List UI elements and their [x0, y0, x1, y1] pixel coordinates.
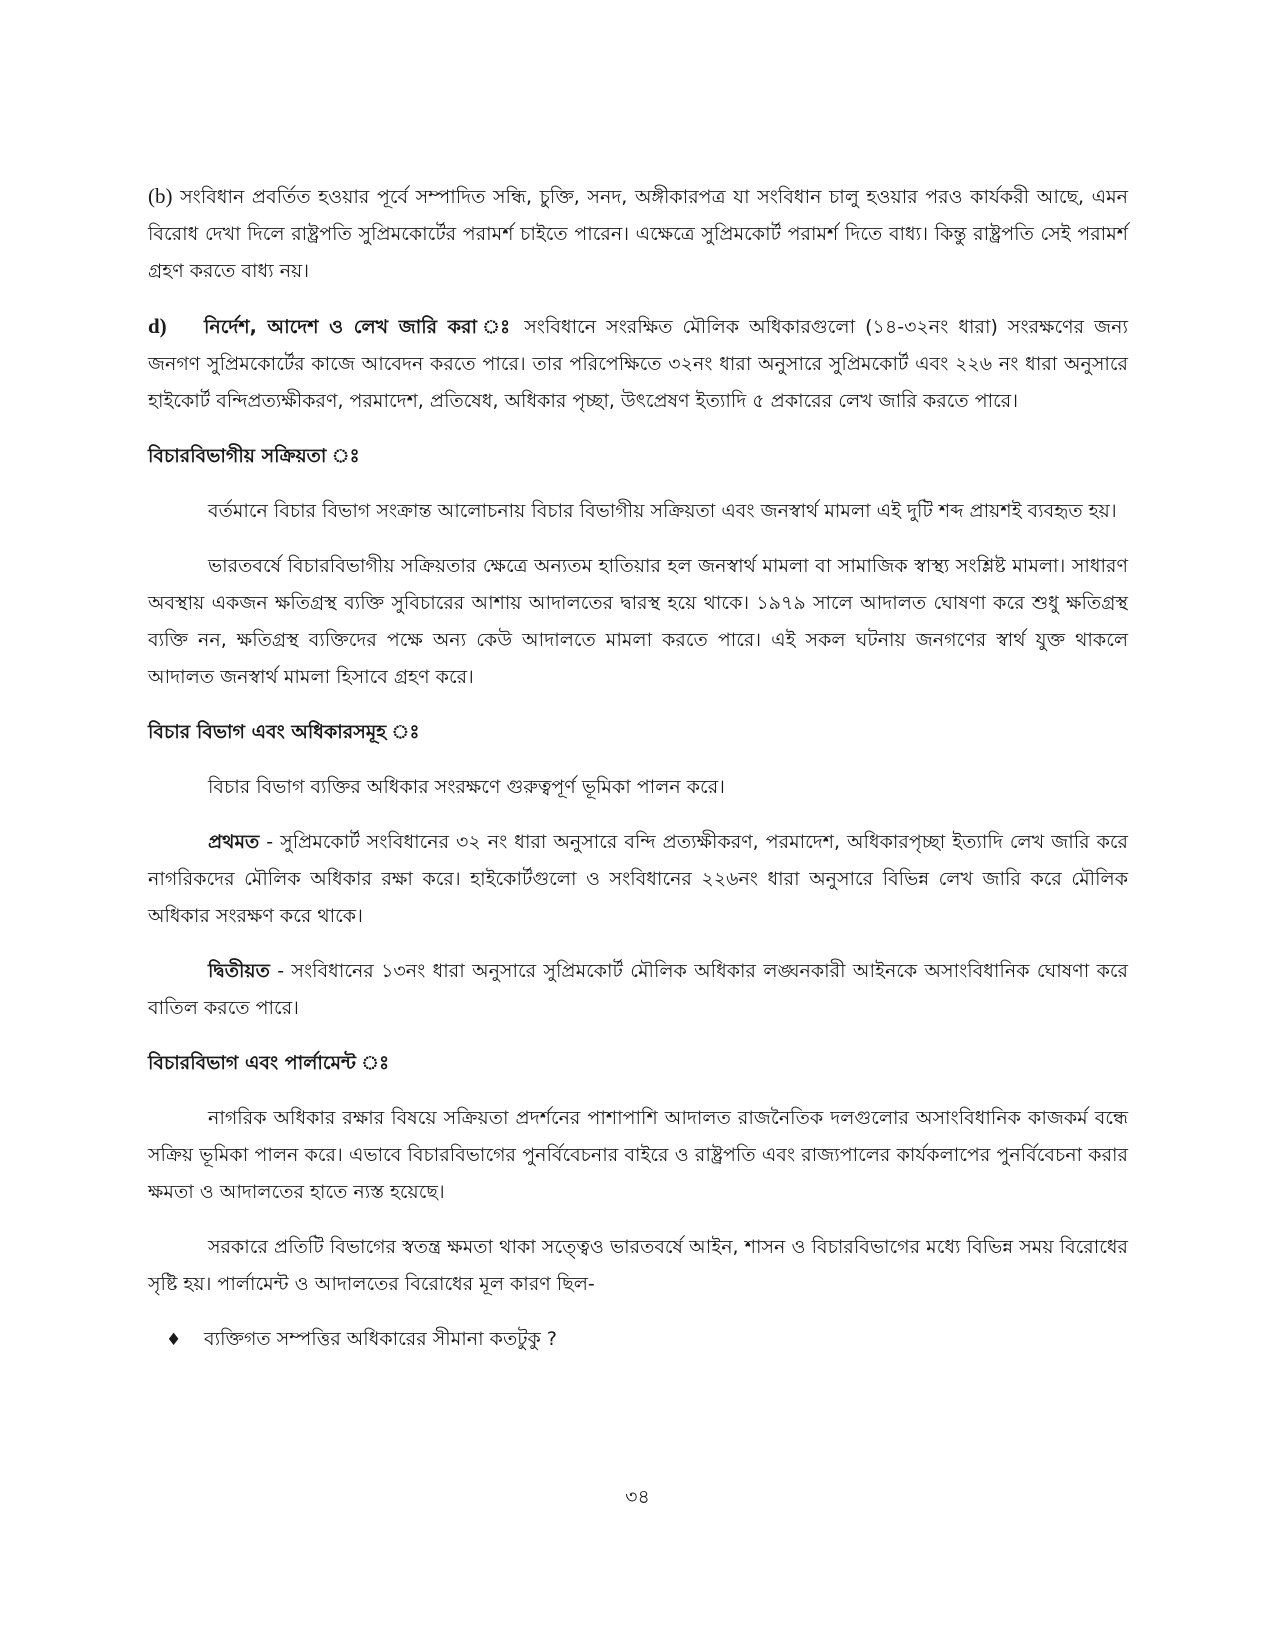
section2-paragraph-3-text: - সংবিধানের ১৩নং ধারা অনুসারে সুপ্রিমকোর্ট মৌলিক অধিকার লঙ্ঘনকারী আইনকে অসাংবিধানিক ঘোষণা করে বাতিল করতে পারে। — [148, 960, 1128, 1019]
section2-paragraph-3-lead: দ্বিতীয়ত — [208, 960, 270, 982]
section-heading-judiciary-rights: বিচার বিভাগ এবং অধিকারসমূহ ঃ — [148, 721, 420, 743]
paragraph-b-text: সংবিধান প্রবর্তিত হওয়ার পূর্বে সম্পাদিত সন্ধি, চুক্তি, সনদ, অঙ্গীকারপত্র যা সংবিধান চালু হওয়ার পরও কার্যকরী আছে, এমন বিরোধ দেখা দিলে রাষ্ট্রপতি সুপ্রিমকোর্টের পরামর্শ চাইতে পারেন। এক্ষেত্রে সুপ্রিমকোর্ট পরামর্শ দিতে বাধ্য। কিন্তু রাষ্ট্রপতি সেই পরামর্শ গ্রহণ করতে বাধ্য নয়। — [148, 186, 1128, 282]
paragraph-b — [148, 178, 1128, 290]
item-label-d: d) — [148, 314, 167, 338]
bullet-list-item — [148, 1321, 1128, 1359]
page-number: ৩৪ — [625, 1486, 650, 1508]
diamond-bullet-icon: ♦ — [166, 1330, 182, 1350]
section1-paragraph-1: বর্তমানে বিচার বিভাগ সংক্রান্ত আলোচনায় বিচার বিভাগীয় সক্রিয়তা এবং জনস্বার্থ মামলা এই দুটি শব্দ প্রায়শই ব্যবহৃত হয়। — [208, 500, 1117, 522]
section2-paragraph-1: বিচার বিভাগ ব্যক্তির অধিকার সংরক্ষণে গুরুত্বপূর্ণ ভূমিকা পালন করে। — [208, 776, 725, 798]
section2-paragraph-2 — [148, 824, 1128, 935]
section-heading-judicial-activism: বিচারবিভাগীয় সক্রিয়তা ঃ — [148, 445, 360, 467]
section3-paragraph-2: সরকারে প্রতিটি বিভাগের স্বতন্ত্র ক্ষমতা থাকা সত্ত্বেও ভারতবর্ষে আইন, শাসন ও বিচারবিভাগের মধ্যে বিভিন্ন সময় বিরোধের সৃষ্টি হয়। পার্লামেন্ট ও আদালতের বিরোধের মূল কারণ ছিল- — [148, 1236, 1128, 1295]
section2-paragraph-2-text: - সুপ্রিমকোর্ট সংবিধানের ৩২ নং ধারা অনুসারে বন্দি প্রত্যক্ষীকরণ, পরমাদেশ, অধিকারপৃচ্ছা ইত্যাদি লেখ জারি করে নাগরিকদের মৌলিক অধিকার রক্ষা করে। হাইকোর্টগুলো ও সংবিধানের ২২৬নং ধারা অনুসারে বিভিন্ন লেখ জারি করে মৌলিক অধিকার সংরক্ষণ করে থাকে। — [148, 831, 1128, 927]
section2-paragraph-3 — [148, 953, 1128, 1027]
item-label-b: (b) — [148, 184, 173, 208]
page-content — [148, 178, 1128, 1359]
section3-paragraph-1: নাগরিক অধিকার রক্ষার বিষয়ে সক্রিয়তা প্রদর্শনের পাশাপাশি আদালত রাজনৈতিক দলগুলোর অসাংবিধানিক কাজকর্ম বন্ধে সক্রিয় ভূমিকা পালন করে। এভাবে বিচারবিভাগের পুনর্বিবেচনার বাইরে ও রাষ্ট্রপতি এবং রাজ্যপালের কার্যকলাপের পুনর্বিবেচনা করার ক্ষমতা ও আদালতের হাতে ন্যস্ত হয়েছে। — [148, 1107, 1128, 1203]
section2-paragraph-2-lead: প্রথমত — [208, 831, 260, 853]
bullet-list-item-text: ব্যক্তিগত সম্পত্তির অধিকারের সীমানা কতটুকু ? — [204, 1328, 557, 1350]
section-heading-judiciary-parliament: বিচারবিভাগ এবং পার্লামেন্ট ঃ — [148, 1052, 390, 1074]
section1-paragraph-2: ভারতবর্ষে বিচারবিভাগীয় সক্রিয়তার ক্ষেত্রে অন্যতম হাতিয়ার হল জনস্বার্থ মামলা বা সামাজিক স্বাস্থ্য সংশ্লিষ্ট মামলা। সাধারণ অবস্থায় একজন ক্ষতিগ্রস্থ ব্যক্তি সুবিচারের আশায় আদালতের দ্বারস্থ হয়ে থাকে। ১৯৭৯ সালে আদালত ঘোষণা করে শুধু ক্ষতিগ্রস্থ ব্যক্তি নন, ক্ষতিগ্রস্থ ব্যক্তিদের পক্ষে অন্য কেউ আদালতে মামলা করতে পারে। এই সকল ঘটনায় জনগণের স্বার্থ যুক্ত থাকলে আদালত জনস্বার্থ মামলা হিসাবে গ্রহণ করে। — [148, 555, 1128, 688]
paragraph-d-text: সংবিধানে সংরক্ষিত মৌলিক অধিকারগুলো (১৪-৩২নং ধারা) সংরক্ষণের জন্য জনগণ সুপ্রিমকোর্টের কাজে আবেদন করতে পারে। তার পরিপেক্ষিতে ৩২নং ধারা অনুসারে সুপ্রিমকোর্ট এবং ২২৬ নং ধারা অনুসারে হাইকোর্ট বন্দিপ্রত্যক্ষীকরণ, পরমাদেশ, প্রতিষেধ, অধিকার পৃচ্ছা, উৎপ্রেষণ ইত্যাদি ৫ প্রকারের লেখ জারি করতে পারে। — [148, 316, 1128, 412]
paragraph-d-heading: নির্দেশ, আদেশ ও লেখ জারি করা ঃ — [204, 316, 515, 338]
paragraph-d — [148, 308, 1128, 420]
